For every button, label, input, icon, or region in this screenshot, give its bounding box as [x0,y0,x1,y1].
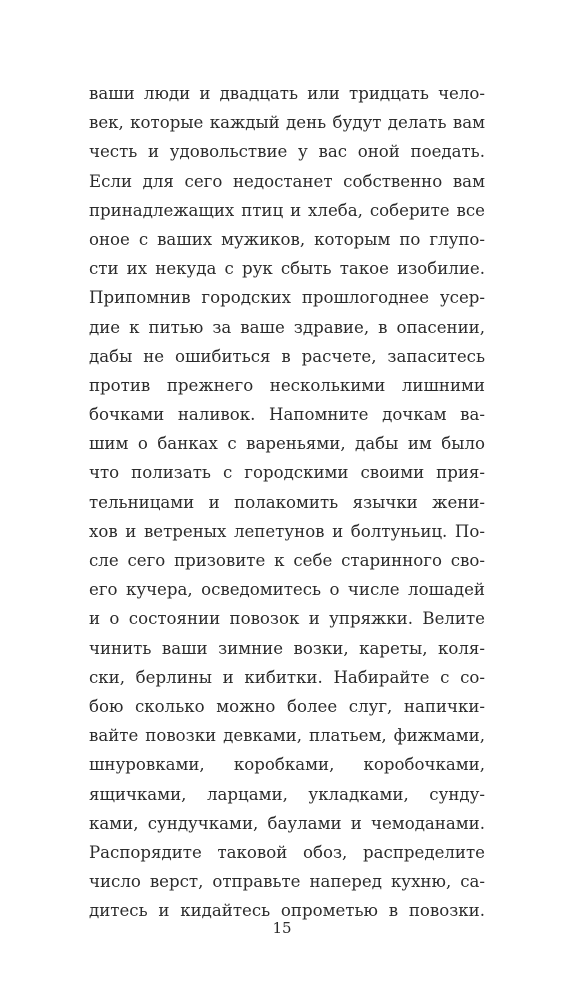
text-line: век, которые каждый день будут делать вам [89,113,485,133]
text-line: ски, берлины и кибитки. Набирайте с со- [89,667,485,687]
text-line: принадлежащих птиц и хлеба, соберите все [89,200,485,220]
text-line: вайте повозки девками, платьем, фижмами, [89,726,485,746]
text-line: ками, сундучками, баулами и чемоданами. [89,813,485,833]
text-line: и о состоянии повозок и упряжки. Велите [89,609,485,629]
text-line: оное с ваших мужиков, которым по глупо- [89,229,485,249]
text-line: Если для сего недостанет собственно вам [89,171,485,191]
text-line: ваши люди и двадцать или тридцать чело- [89,84,485,103]
text-line: сле сего призовите к себе старинного сво- [89,551,485,570]
text-line: ящичками, ларцами, укладками, сунду- [89,784,485,804]
text-line: Припомнив городских прошлогоднее усер- [89,288,485,308]
text-line: бою сколько можно более слуг, напички- [89,696,485,716]
text-line: Распорядите таковой обоз, распределите [89,842,485,862]
text-line: число верст, отправьте наперед кухню, са- [89,872,485,892]
text-line: дие к питью за ваше здравие, в опасении, [89,317,485,337]
text-line: честь и удовольствие у вас оной поедать. [89,142,485,162]
body-text [89,79,485,925]
text-line: дитесь и кидайтесь опрометью в повозки. [89,901,485,921]
text-line: его кучера, осведомитесь о числе лошадей [89,580,485,600]
text-line: против прежнего несколькими лишними [89,375,485,395]
text-line: бочками наливок. Напомните дочкам ва- [89,405,485,425]
text-line: тельницами и полакомить язычки жени- [89,492,485,512]
text-line: что полизать с городскими своими прия- [89,463,485,483]
text-line: шим о банках с вареньями, дабы им было [89,434,485,454]
text-line: шнуровками, коробками, коробочками, [89,755,485,775]
text-line: сти их некуда с рук сбыть такое изобилие. [89,259,485,279]
text-line: дабы не ошибиться в расчете, запаситесь [89,346,485,366]
page-number: 15 [272,919,292,937]
text-line: хов и ветреных лепетунов и болтуньиц. По- [89,521,485,541]
text-line: чинить ваши зимние возки, кареты, коля- [89,638,485,658]
